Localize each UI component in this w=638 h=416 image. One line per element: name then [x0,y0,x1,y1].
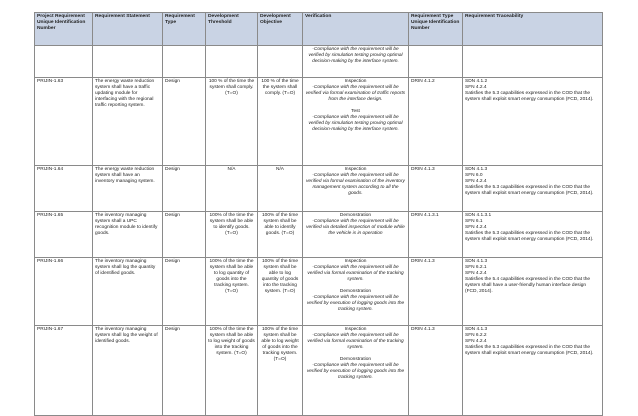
verification-method: Test [351,109,360,114]
header-traceability: Requirement Traceability [463,13,603,46]
trace-line: SFN 6.1 [465,219,483,224]
cell-threshold: 100% of the time the system shall be able to log quantity of goods into the tracking system. (T=O) [206,258,258,326]
verification-method: Demonstration [339,213,372,218]
verification-text: -Compliance with the requirement will be verified via formal examination of the tracking system. [307,333,404,350]
cell-traceability [463,78,603,166]
verification-text: -Compliance with the requirement will be verified via formal examination of traffic reports from the interface design. [305,85,406,102]
requirements-table [34,12,603,416]
cell-objective: N/A [258,166,303,212]
cell-threshold: 100% of the time the system shall be able to log weight of goods into the tracking system. (T=O) [206,326,258,416]
verification-text: -Compliance with the requirement will be verified via formal examination of the tracking system. [307,265,404,282]
cell-type: Design [163,166,206,212]
table-row-continued [35,46,603,78]
cell-requirement-id: PRIJIN-1.67 [35,326,93,416]
table-row [35,326,603,416]
cell-requirement-id: PRIJIN-1.65 [35,212,93,258]
cell-empty [463,46,603,78]
cell-requirement-id: PRIJIN-1.64 [35,166,93,212]
table-row [35,212,603,258]
cell-requirement-id: PRIJIN-1.63 [35,78,93,166]
cell-type-id: DRIN 4.1.2 [409,78,463,166]
cell-objective: 100% of the time system shall be able to log quantity of goods into the tracking system. (T=O) [258,258,303,326]
verification-text: -Compliance with the requirement will be verified via formal examination of the inventory management system according to all the goods. [306,173,405,196]
cell-objective: 100% of the time system shall be able to identify goods. (T=O) [258,212,303,258]
verification-method: Inspection [344,79,367,84]
verification-method: Inspection [344,259,367,264]
cell-verification: -Compliance with the requirement will be verified by simulation testing proving optimal decision-making by the interface system. [303,46,409,78]
trace-line: SDN 4.1.2 [465,79,488,84]
trace-line: SDN 4.1.3 [465,259,488,264]
cell-empty [163,46,206,78]
trace-line: SFN 4.2.4 [465,339,487,344]
cell-traceability [463,212,603,258]
header-verification: Verification [303,13,409,46]
verification-text: -Compliance with the requirement will be verified by simulation testing proving optimal decision-making by the interface system. [308,115,403,132]
cell-empty [93,46,163,78]
cell-type-id: DRIN 4.1.3 [409,326,463,416]
cell-statement: The inventory managing system shall a UPC recognition module to identify goods. [93,212,163,258]
cell-verification [303,212,409,258]
trace-line: SFN 6.0 [465,173,483,178]
verification-method: Inspection [344,167,367,172]
table-row [35,258,603,326]
cell-objective: 100% of the time system shall be able to log weight of goods into the tracking system. (T=O) [258,326,303,416]
trace-line: Satisfies the 5.3 capabilities expressed in the COD that the system shall exploit smart energy consumption (FCD, 2014). [465,91,594,102]
cell-traceability [463,258,603,326]
trace-line: Satisfies the 5.3 capabilities expressed in the COD that the system shall exploit smart energy consumption (FCD, 2014). [465,231,594,242]
trace-line: SDN 4.1.3 [465,167,488,172]
trace-line: SDN 4.1.3 [465,327,488,332]
header-objective: Development Objective [258,13,303,46]
trace-line: SFN 4.2.4 [465,85,487,90]
cell-statement: The inventory managing system shall log the weight of identified goods. [93,326,163,416]
cell-type: Design [163,78,206,166]
cell-type: Design [163,258,206,326]
verification-method: Inspection [344,327,367,332]
verification-method: Demonstration [339,357,372,362]
cell-type: Design [163,326,206,416]
header-row [35,13,603,46]
cell-threshold: 100% of the time the system shall be able to identify goods. (T=O) [206,212,258,258]
cell-requirement-id: PRIJIN-1.66 [35,258,93,326]
cell-traceability [463,166,603,212]
verification-text: -Compliance with the requirement will be verified by execution of logging goods into the tracking system. [306,363,405,380]
verification-text: -Compliance with the requirement will be verified by execution of logging goods into the tracking system. [306,295,405,312]
trace-line: SFN 6.2.2 [465,333,487,338]
cell-empty [35,46,93,78]
verification-method: Demonstration [339,289,372,294]
trace-line: SFN 6.2.1 [465,265,487,270]
trace-line: Satisfies the 5.4 capabilities expressed in the COD that the system shall have a user-friendly human interface design (FCD, 2014). [465,277,591,294]
table-row [35,78,603,166]
cell-type-id: DRIN 4.1.3.1 [409,212,463,258]
cell-type: Design [163,212,206,258]
cell-empty [258,46,303,78]
verification-text: -Compliance with the requirement will be verified via detailed inspection of module while the vehicle is in operation [306,219,405,236]
trace-line: Satisfies the 5.3 capabilities expressed in the COD that the system shall exploit smart energy consumption (FCD, 2014). [465,345,594,356]
cell-empty [409,46,463,78]
header-type-id: Requirement Type Unique Identification Number [409,13,463,46]
trace-line: SFN 4.2.4 [465,225,487,230]
header-type: Requirement Type [163,13,206,46]
cell-type-id: DRIN 4.1.3 [409,258,463,326]
cell-verification [303,166,409,212]
cell-verification [303,78,409,166]
trace-line: SDN 4.1.3.1 [465,213,492,218]
cell-verification [303,258,409,326]
cell-type-id: DRIN 4.1.3 [409,166,463,212]
cell-threshold: 100 % of the time the system shall comply. (T=O) [206,78,258,166]
table-row [35,166,603,212]
trace-line: Satisfies the 5.3 capabilities expressed in the COD that the system shall exploit smart energy consumption (FCD, 2014). [465,185,594,196]
cell-statement: The energy waste reduction system shall have a traffic updating module for interfacing with the regional traffic reporting system. [93,78,163,166]
cell-empty [206,46,258,78]
trace-line: SFN 4.2.4 [465,271,487,276]
cell-traceability [463,326,603,416]
header-statement: Requirement Statement [93,13,163,46]
cell-threshold: N/A [206,166,258,212]
trace-line: SFN 4.2.4 [465,179,487,184]
cell-statement: The inventory managing system shall log the quantity of identified goods. [93,258,163,326]
header-id: Project Requirement Unique Identification Number [35,13,93,46]
cell-statement: The energy waste reduction system shall have an inventory managing system. [93,166,163,212]
header-threshold: Development Threshold [206,13,258,46]
cell-objective: 100 % of the time the system shall comply. (T=O) [258,78,303,166]
cell-verification [303,326,409,416]
